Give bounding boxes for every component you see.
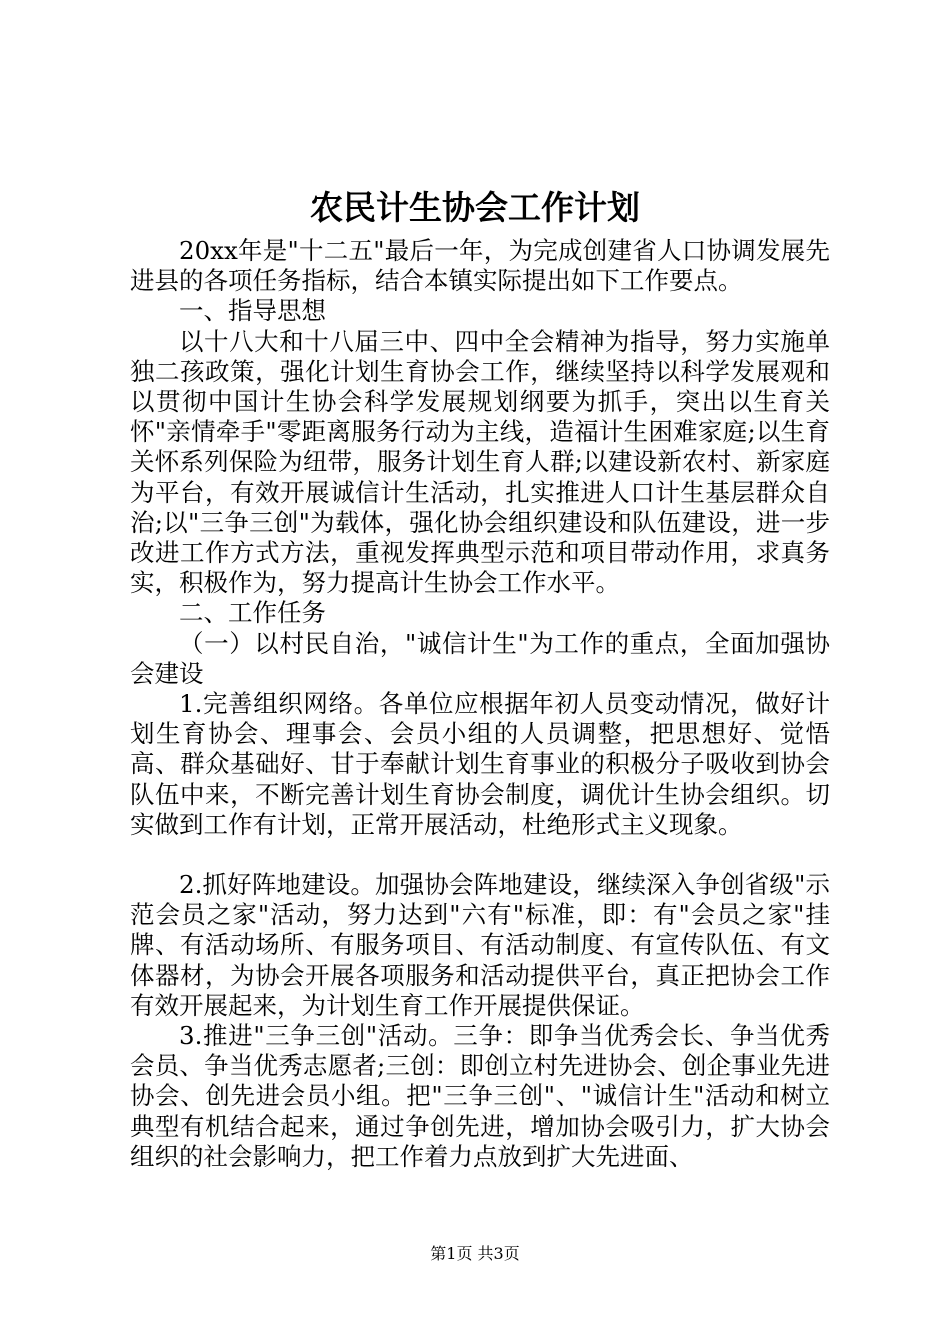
paragraph-item-2: 2.抓好阵地建设。加强协会阵地建设，继续深入争创省级"示范会员之家"活动，努力达到"六有"标准，即：有"会员之家"挂牌、有活动场所、有服务项目、有活动制度、有宣传队伍、有文体器材，为协会开展各项服务和活动提供平台，真正把协会工作有效开展起来，为计划生育工作开展提供保证。 bbox=[130, 870, 830, 1020]
subsection-heading-1: （一）以村民自治，"诚信计生"为工作的重点，全面加强协会建设 bbox=[130, 628, 830, 688]
paragraph-item-3: 3.推进"三争三创"活动。三争：即争当优秀会长、争当优秀会员、争当优秀志愿者;三创：即创立村先进协会、创企事业先进协会、创先进会员小组。把"三争三创"、"诚信计生"活动和树立典型有机结合起来，通过争创先进，增加协会吸引力，扩大协会组织的社会影响力，把工作着力点放到扩大先进面、 bbox=[130, 1021, 830, 1171]
paragraph-guiding-ideology: 以十八大和十八届三中、四中全会精神为指导，努力实施单独二孩政策，强化计划生育协会工作，继续坚持以科学发展观和以贯彻中国计生协会科学发展规划纲要为抓手，突出以生育关怀"亲情牵手"零距离服务行动为主线，造福计生困难家庭;以生育关怀系列保险为纽带，服务计划生育人群;以建设新农村、新家庭为平台，有效开展诚信计生活动，扎实推进人口计生基层群众自治;以"三争三创"为载体，强化协会组织建设和队伍建设，进一步改进工作方式方法，重视发挥典型示范和项目带动作用，求真务实，积极作为，努力提高计生协会工作水平。 bbox=[130, 326, 830, 598]
page-footer: 第1页 共3页 bbox=[430, 1244, 520, 1263]
section-heading-guiding-ideology: 一、指导思想 bbox=[179, 296, 326, 326]
section-heading-work-tasks: 二、工作任务 bbox=[179, 598, 326, 628]
document-title: 农民计生协会工作计划 bbox=[310, 188, 640, 227]
paragraph-intro: 20xx年是"十二五"最后一年，为完成创建省人口协调发展先进县的各项任务指标，结合本镇实际提出如下工作要点。 bbox=[130, 236, 830, 296]
paragraph-item-1: 1.完善组织网络。各单位应根据年初人员变动情况，做好计划生育协会、理事会、会员小组的人员调整，把思想好、觉悟高、群众基础好、甘于奉献计划生育事业的积极分子吸收到协会队伍中来，不断完善计划生育协会制度，调优计生协会组织。切实做到工作有计划，正常开展活动，杜绝形式主义现象。 bbox=[130, 689, 830, 839]
document-body bbox=[130, 236, 830, 1172]
